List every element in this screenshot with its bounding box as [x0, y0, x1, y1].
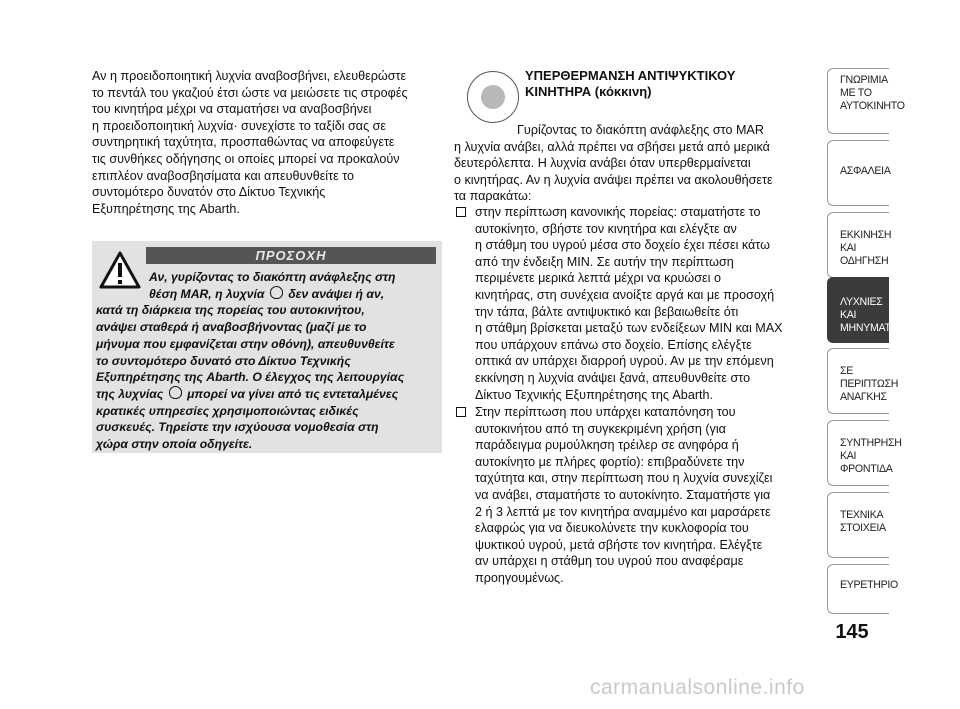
warning-line-2: θέση MAR, η λυχνία δεν ανάψει ή αν,: [149, 286, 385, 301]
coolant-temperature-icon: [467, 71, 519, 123]
tab-vehicle[interactable]: ΓΝΩΡΙΜΙΑ ΜΕ ΤΟ ΑΥΤΟΚΙΝΗΤΟ: [827, 68, 889, 134]
section-title: ΥΠΕΡΘΕΡΜΑΝΣΗ ΑΝΤΙΨΥΚΤΙΚΟΥ ΚΙΝΗΤΗΡΑ (κόκκινη): [525, 68, 736, 99]
tab-warning-lights[interactable]: ΛΥΧΝΙΕΣ ΚΑΙ ΜΗΝΥΜΑΤΑ: [827, 277, 889, 343]
list-item: στην περίπτωση κανονικής πορείας: σταματήστε το αυτοκίνητο, σβήστε τον κινητήρα και ελέγξτε αν η στάθμη του υγρού μέσα στο δοχείο έχει πέσει κάτω από την ένδειξη MIN. Σε αυτήν την περίπτωση περιμένετε μερικά λεπτά μέχρι να κρυώσει ο κινητήρας, στη συνέχεια ανοίξτε αργά και με προσοχή την τάπα, βάλτε αντιψυκτικό και βεβαιωθείτε ότι η στάθμη βρίσκεται μεταξύ των ενδείξεων MIN και MAX που υπάρχουν επάνω στο δοχείο. Επίσης ελέγξτε οπτικά αν υπάρχει διαρροή υγρού. Αν με την επόμενη εκκίνηση η λυχνία ανάψει ξανά, απευθυνθείτε στο Δίκτυο Τεχνικής Εξυπηρέτησης της Abarth.: [454, 204, 804, 403]
section-intro: Γυρίζοντας το διακόπτη ανάφλεξης στο MAR η λυχνία ανάβει, αλλά πρέπει να σβήσει μετά από μερικά δευτερόλεπτα. Η λυχνία ανάβει όταν υπερθερμαίνεται ο κινητήρας. Αν η λυχνία ανάψει πρέπει να ακολουθήσετε τα παρακάτω:: [454, 123, 773, 204]
warning-line-1: Αν, γυρίζοντας το διακόπτη ανάφλεξης στη: [149, 270, 396, 284]
list-item: Στην περίπτωση που υπάρχει καταπόνηση του αυτοκινήτου από τη συγκεκριμένη χρήση (για παράδειγμα ρυμούλκηση τρέιλερ σε ανηφόρα ή αυτοκίνητο με πλήρες φορτίο): επιβραδύνετε την ταχύτητα και, στην περίπτωση που η λυχνία συνεχίζει να ανάβει, σταματήστε το αυτοκίνητο. Σταματήστε για 2 ή 3 λεπτά με τον κινητήρα αναμμένο και μαρσάρετε ελαφρώς για να διευκολύνετε την κυκλοφορία του ψυκτικού υγρού, μετά σβήστε τον κινητήρα. Ελέγξτε αν υπάρχει η στάθμη του υγρού που αναφέραμε προηγουμένως.: [454, 404, 804, 587]
bullet-box-icon: [456, 207, 466, 217]
watermark: carmanualsonline.info: [590, 676, 805, 699]
warning-line-b: της λυχνίας μπορεί να γίνει από τις εντεταλμένες: [96, 386, 399, 401]
tab-index[interactable]: ΕΥΡΕΤΗΡΙΟ: [827, 564, 889, 614]
injection-lamp-icon: [169, 386, 182, 399]
tab-starting[interactable]: ΕΚΚΙΝΗΣΗ ΚΑΙ ΟΔΗΓΗΣΗ: [827, 212, 889, 278]
warning-body-1: κατά τη διάρκεια της πορείας του αυτοκινήτου, ανάψει σταθερά ή αναβοσβήνοντας (μαζί με το μήνυμα που εμφανίζεται στην οθόνη), απευθυνθείτε το συντομότερο δυνατό στο Δίκτυο Τεχνικής Εξυπηρέτησης της Abarth. Ο έλεγχος της λειτουργίας: [96, 303, 405, 385]
tab-maintenance[interactable]: ΣΥΝΤΗΡΗΣΗ ΚΑΙ ΦΡΟΝΤΙΔΑ: [827, 420, 889, 486]
bullet-box-icon: [456, 407, 466, 417]
tab-technical[interactable]: ΤΕΧΝΙΚΑ ΣΤΟΙΧΕΙΑ: [827, 492, 889, 558]
left-column: [92, 68, 442, 217]
tab-safety[interactable]: ΑΣΦΑΛΕΙΑ: [827, 140, 889, 206]
page-number: 145: [835, 621, 869, 643]
warning-heading: ΠΡΟΣΟΧΗ: [146, 247, 436, 264]
warning-text: [96, 269, 440, 453]
intro-paragraph: Αν η προειδοποιητική λυχνία αναβοσβήνει, ελευθερώστε το πεντάλ του γκαζιού έτσι ώστε να μειώσετε τις στροφές του κινητήρα μέχρι να σταματήσει να αναβοσβήνει η προειδοποιητική λυχνία· συνεχίστε το ταξίδι σας σε συντηρητική ταχύτητα, προσπαθώντας να αποφεύγετε τις συνθήκες οδήγησης οι οποίες μπορεί να προκαλούν επιπλέον αναβοσβησίματα και απευθυνθείτε το συντομότερο δυνατόν στο Δίκτυο Τεχνικής Εξυπηρέτησης της Abarth.: [92, 69, 408, 216]
tab-emergency[interactable]: ΣΕ ΠΕΡΙΠΤΩΣΗ ΑΝΑΓΚΗΣ: [827, 348, 889, 414]
injection-lamp-icon: [270, 286, 283, 299]
warning-body-2: κρατικές υπηρεσίες χρησιμοποιώντας ειδικές συσκευές. Τηρείστε την ισχύουσα νομοθεσία στη χώρα στην οποία οδηγείτε.: [96, 403, 379, 452]
